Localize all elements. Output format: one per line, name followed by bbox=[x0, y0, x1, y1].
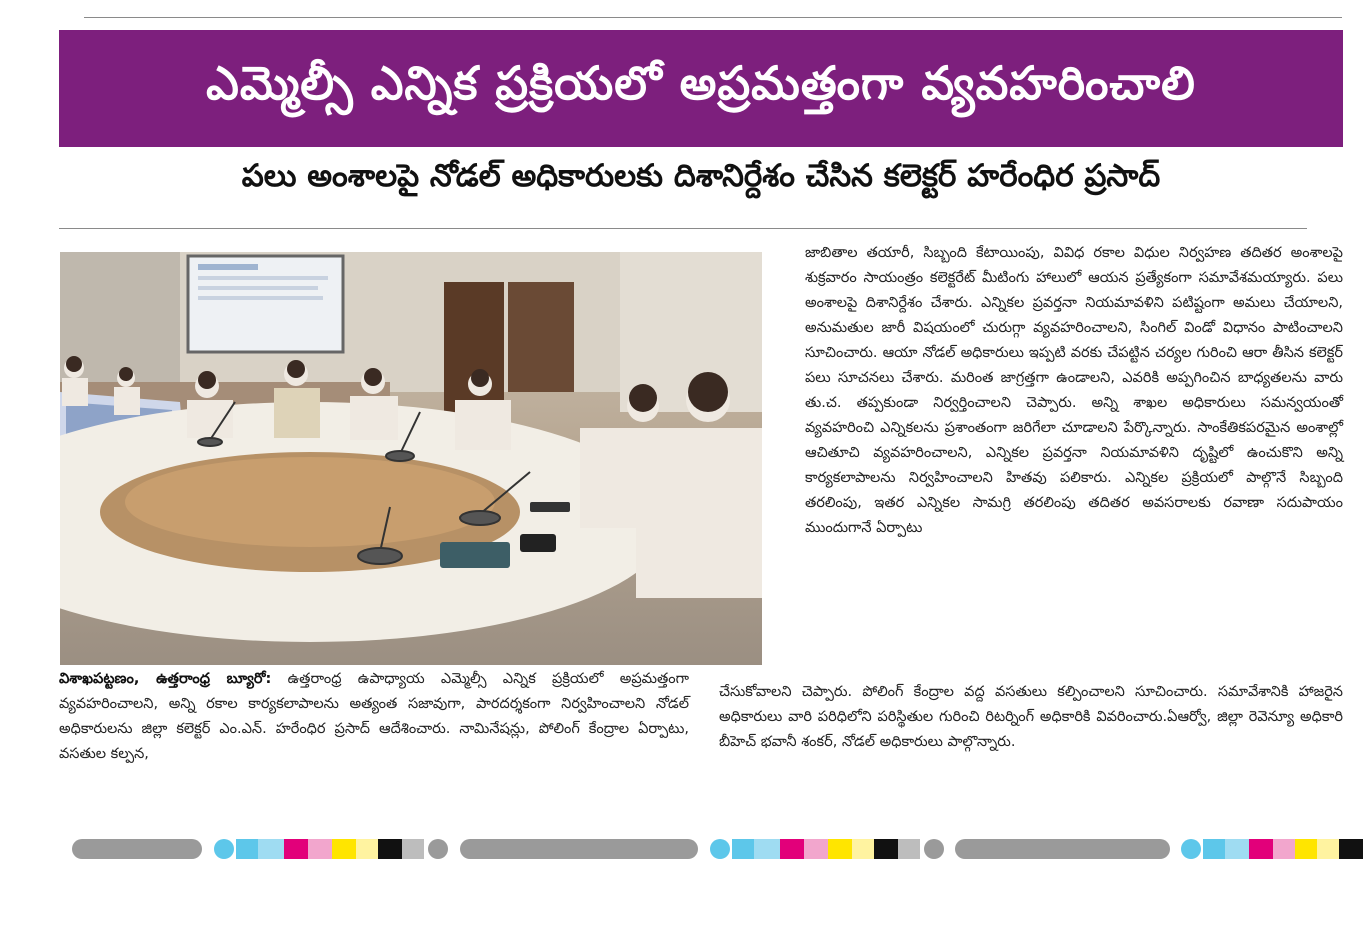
top-rule bbox=[84, 17, 1342, 18]
article-paragraph-lead bbox=[59, 667, 689, 767]
registration-bar-2 bbox=[460, 836, 950, 862]
registration-marks-icon bbox=[460, 836, 950, 862]
registration-marks-icon bbox=[72, 836, 452, 862]
subheadline-rule bbox=[59, 228, 1307, 229]
article-lead-text: ఉత్తరాంధ్ర ఉపాధ్యాయ ఎమ్మెల్సీ ఎన్నిక ప్రక్రియలో అప్రమత్తంగా వ్యవహరించాలని, అన్ని రకాల కార్యకలాపాలను అత్యంత సజావుగా, పారదర్శకంగా నిర్వహించాలని నోడల్ అధికారులను జిల్లా కలెక్టర్ ఎం.ఎన్. హరేంధిర ప్రసాద్ ఆదేశించారు. నామినేషన్లు, పోలింగ్ కేంద్రాల ఏర్పాటు, వసతుల కల్పన, bbox=[59, 671, 689, 762]
dateline: విశాఖపట్టణం, ఉత్తరాంధ్ర బ్యూరో: bbox=[59, 671, 272, 687]
registration-bar-1 bbox=[72, 836, 452, 862]
article-paragraph-bottom: చేసుకోవాలని చెప్పారు. పోలింగ్ కేంద్రాల వద్ద వసతులు కల్పించాలని సూచించారు. సమావేశానికి హాజరైన అధికారులు వారి పరిధిలోని పరిస్థితుల గురించి రిటర్నింగ్ అధికారికి వివరించారు.ఏఆర్వో, జిల్లా రెవెన్యూ అధికారి బీహెచ్ భవానీ శంకర్, నోడల్ అధికారులు పాల్గొన్నారు. bbox=[719, 684, 1343, 750]
article-paragraph-right: జాబితాల తయారీ, సిబ్బంది కేటాయింపు, వివిధ రకాల విధుల నిర్వహణ తదితర అంశాలపై శుక్రవారం సాయంత్రం కలెక్టరేట్ మీటింగు హాలులో ఆయన ప్రత్యేకంగా సమావేశమయ్యారు. పలు అంశాలపై దిశానిర్దేశం చేశారు. ఎన్నికల ప్రవర్తనా నియమావళిని పటిష్టంగా అమలు చేయాలని, అనుమతుల జారీ విషయంలో చురుగ్గా వ్యవహరించాలని, సింగిల్ విండో విధానం పాటించాలని సూచించారు. ఆయా నోడల్ అధికారులు ఇప్పటి వరకు చేపట్టిన చర్యల గురించి ఆరా తీసిన కలెక్టర్ పలు సూచనలు చేశారు. మరింత జాగ్రత్తగా ఉండాలని, ఎవరికి అప్పగించిన బాధ్యతలను వారు తు.చ. తప్పకుండా నిర్వర్తించాలని చెప్పారు. అన్ని శాఖల అధికారులు సమన్వయంతో వ్యవహరించి ఎన్నికలను ప్రశాంతంగా జరిగేలా చూడాలని పేర్కొన్నారు. సాంకేతికపరమైన అంశాల్లో ఆచితూచి వ్యవహరించాలని, ఎన్నికల ప్రవర్తనా నియమావళిని దృష్టిలో ఉంచుకొని అన్ని కార్యకలాపాలను నిర్వహించాలని హితవు పలికారు. ఎన్నికల ప్రక్రియలో పాల్గొనే సిబ్బంది తరలింపు, ఇతర ఎన్నికల సామగ్రి తరలింపు తదితర అవసరాలకు రవాణా సదుపాయం ముందుగానే ఏర్పాటు bbox=[805, 245, 1343, 536]
registration-marks-icon bbox=[955, 836, 1370, 862]
article-body-bottom bbox=[719, 680, 1343, 755]
headline-band bbox=[59, 30, 1343, 147]
meeting-photo-illustration bbox=[60, 252, 762, 665]
subheadline: పలు అంశాలపై నోడల్ అధికారులకు దిశానిర్దేశం చేసిన కలెక్టర్ హరేంధిర ప్రసాద్ bbox=[241, 158, 1161, 194]
registration-bar-3 bbox=[955, 836, 1370, 862]
article-lead-column bbox=[59, 667, 689, 767]
meeting-photo bbox=[60, 252, 762, 665]
article-body-right bbox=[805, 241, 1343, 541]
headline: ఎమ్మెల్సీ ఎన్నిక ప్రక్రియలో అప్రమత్తంగా వ్యవహరించాలి bbox=[206, 55, 1196, 110]
